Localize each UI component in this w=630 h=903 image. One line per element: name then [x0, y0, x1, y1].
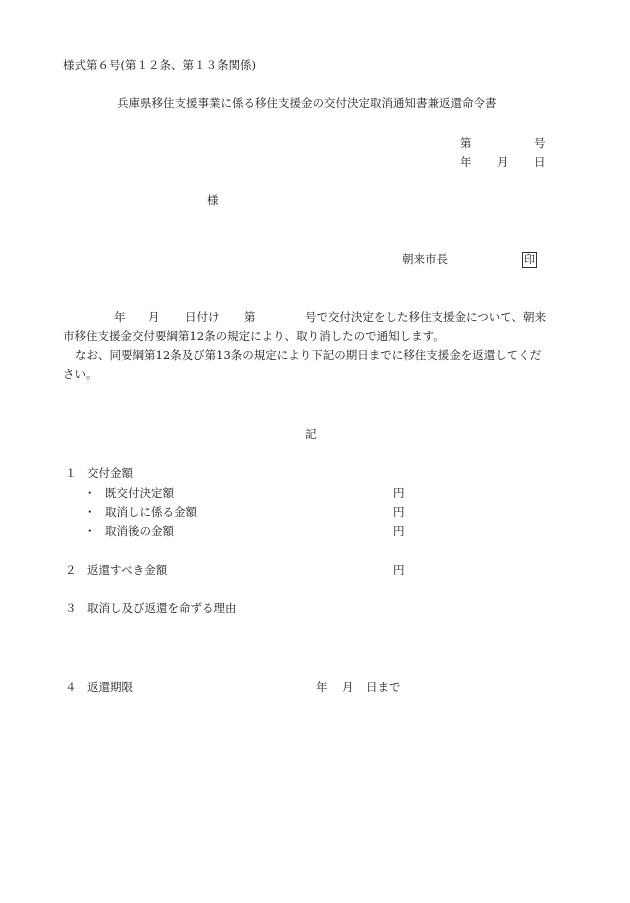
- item-bullet: ・: [84, 486, 96, 500]
- recipient-suffix: 様: [207, 193, 219, 207]
- body-no-prefix: 第: [244, 310, 256, 324]
- ki-heading: 記: [305, 427, 317, 441]
- form-label: 様式第６号(第１２条、第１３条関係): [63, 58, 256, 72]
- deadline-month: 月: [342, 680, 354, 694]
- date-month: 月: [497, 155, 509, 169]
- item-label: 取消しに係る金額: [105, 505, 197, 519]
- body-line4: さい。: [63, 367, 98, 381]
- section2-label: 返還すべき金額: [87, 563, 168, 577]
- doc-number-suffix: 号: [534, 136, 546, 150]
- item-bullet: ・: [84, 505, 96, 519]
- section2-unit: 円: [393, 563, 405, 577]
- body-year: 年: [114, 310, 126, 324]
- body-sentence1-end: 号で交付決定をした移住支援金について、朝来: [305, 310, 547, 324]
- section3-label: 取消し及び返還を命ずる理由: [87, 601, 237, 615]
- doc-number-prefix: 第: [460, 136, 472, 150]
- body-line2: 市移住支援金交付要綱第12条の規定により、取り消したので通知します。: [63, 329, 445, 343]
- seal-label: 印: [524, 253, 535, 266]
- section3-number: ３: [65, 601, 77, 615]
- item-bullet: ・: [84, 524, 96, 538]
- deadline-year: 年: [316, 680, 328, 694]
- seal-mark: [522, 252, 537, 268]
- item-unit: 円: [393, 505, 405, 519]
- item-label: 取消後の金額: [105, 524, 174, 538]
- item-unit: 円: [393, 486, 405, 500]
- section1-label: 交付金額: [87, 466, 133, 480]
- section2-number: ２: [65, 563, 77, 577]
- date-day: 日: [534, 155, 546, 169]
- issuer-name: 朝来市長: [402, 252, 448, 266]
- date-year: 年: [460, 155, 472, 169]
- section4-number: ４: [65, 680, 77, 694]
- body-day-attached: 日付け: [185, 310, 220, 324]
- item-label: 既交付決定額: [105, 486, 174, 500]
- deadline-day-until: 日まで: [366, 680, 401, 694]
- section1-number: １: [65, 466, 77, 480]
- body-line3: なお、同要綱第12条及び第13条の規定により下記の期日までに移住支援金を返還してくだ: [75, 348, 542, 362]
- section4-label: 返還期限: [87, 680, 133, 694]
- body-month: 月: [148, 310, 160, 324]
- document-title: 兵庫県移住支援事業に係る移住支援金の交付決定取消通知書兼返還命令書: [117, 96, 497, 110]
- item-unit: 円: [393, 524, 405, 538]
